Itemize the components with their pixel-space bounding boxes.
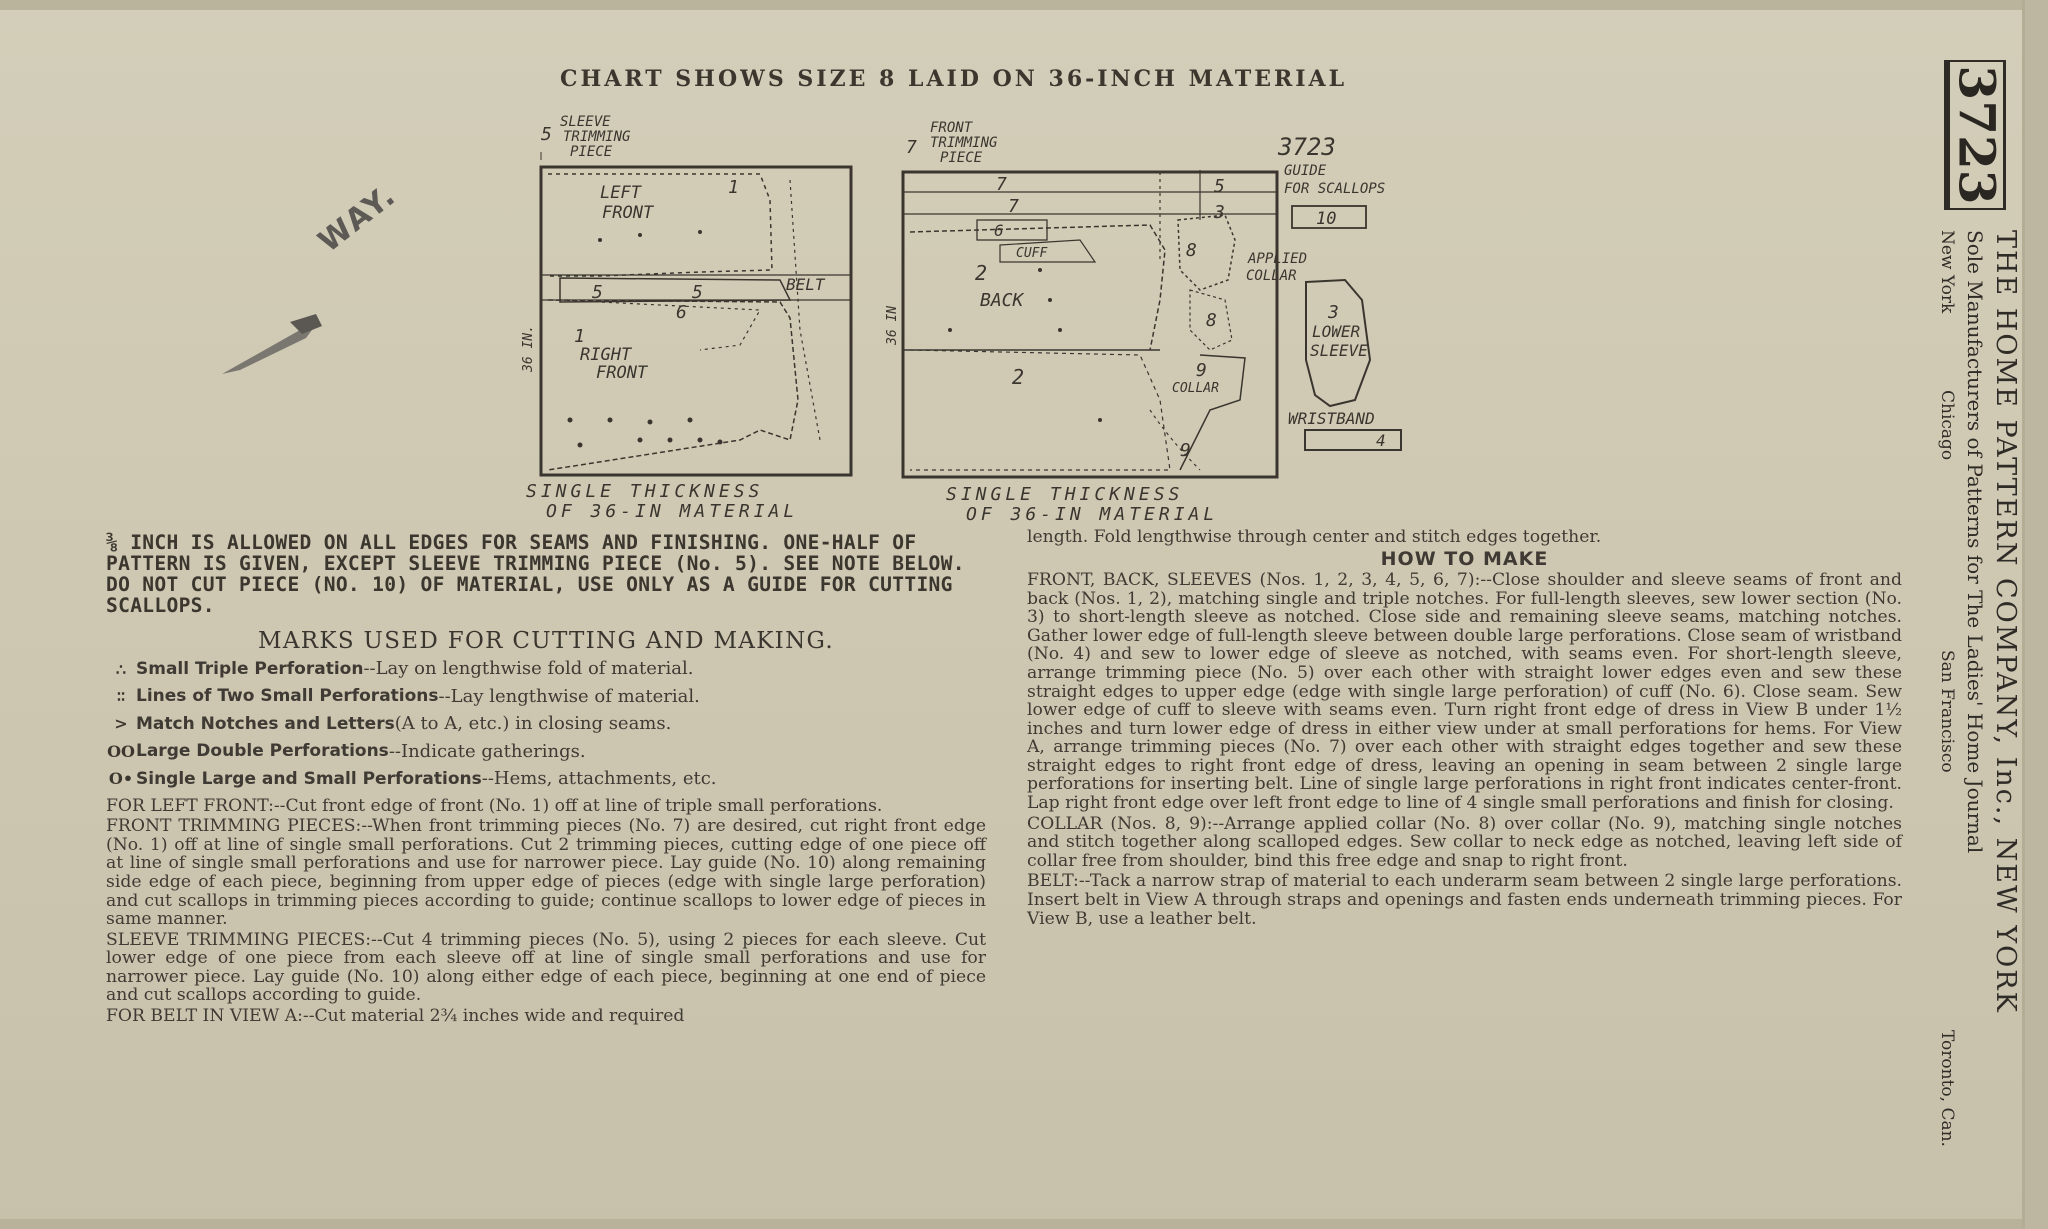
mark-row: [106, 714, 986, 733]
belt-instructions: FOR BELT IN VIEW A:--Cut material 2¾ inches wide and required: [106, 1006, 685, 1026]
front-trimming-instructions: FRONT TRIMMING PIECES:--When front trimming pieces (No. 7) are desired, cut right front edge (No. 1) off at line of single small perforations. Cut 2 trimming pieces, cutting edge of one piece off at line of single small perforations and use for narrower piece. Lay guide (No. 10) along remaining side edge of each piece, beginning from upper edge of pieces (edge with single large perforation) and cut scallops in trimming pieces according to guide; continue scallops to lower edge of pieces in same manner.: [106, 816, 986, 930]
piece-8a-number: 8: [1186, 240, 1197, 261]
cities-line: [1927, 230, 1957, 1190]
applied-collar-label-2: COLLAR: [1246, 268, 1297, 284]
piece-5-number: 5: [592, 282, 603, 303]
sleeve-trim-label-3: PIECE: [570, 144, 613, 160]
right-front-label-2: FRONT: [596, 363, 648, 383]
piece-2b-number: 2: [1012, 365, 1025, 389]
wristband-piece: [1305, 430, 1401, 450]
front-back-sleeves-instructions: FRONT, BACK, SLEEVES (Nos. 1, 2, 3, 4, 5, 6, 7):--Close shoulder and sleeve seams of front and back (Nos. 1, 2), matching single and triple notches. For full-length sleeves, sew lower section (No. 3) to short-length sleeve as notched. Close side and remaining sleeve seams, matching notches. Gather lower edge of full-length sleeve between double large perforations. Close seam of wristband (No. 4) and sew to lower edge of sleeve as notched, with seams even. For short-length sleeve, arrange trimming piece (No. 5) over each other with straight lower edges even and sew these straight edges to upper edge (edge with single large perforation) of cuff (No. 6). Close seam. Sew lower edge of cuff to sleeve with seams even. Turn right front edge of dress in View B under 1½ inches and turn lower edge of dress in either view under at small perforations for hems. For View A, arrange trimming pieces (No. 7) over each other with straight edges together and sew these straight edges to right front edge of dress, leaving an opening in seam between 2 single large perforations for inserting belt. Line of single large perforations in right front indicates center-front. Lap right front edge over left front edge to line of 4 single small perforations and finish for closing.: [1027, 570, 1902, 814]
left-layout-labels: [521, 114, 826, 522]
city-toronto: Toronto, Can.: [1937, 1030, 1957, 1147]
applied-collar-label-1: APPLIED: [1248, 251, 1308, 267]
notch-icon: >: [114, 714, 128, 734]
right-caption-1: SINGLE THICKNESS: [946, 484, 1184, 505]
left-caption-2: OF 36-IN MATERIAL: [546, 501, 799, 522]
mark-name: Large Double Perforations: [136, 741, 389, 762]
mark-desc: --Lay on lengthwise fold of material.: [363, 658, 694, 680]
mark-name: Match Notches and Letters: [136, 713, 395, 734]
piece-9a-number: 9: [1196, 360, 1207, 381]
publisher-block-rotated: [1925, 230, 2021, 1190]
mark-row: [106, 742, 986, 761]
left-front-label-1: LEFT: [600, 183, 641, 203]
left-caption-1: SINGLE THICKNESS: [526, 481, 764, 502]
wristband-label: WRISTBAND: [1288, 409, 1375, 428]
large-double-perforation-icon: OO: [107, 741, 135, 761]
sole-manufacturers-line: Sole Manufacturers of Patterns for The Ladies' Home Journal: [1963, 230, 1987, 854]
sleeve-trimming-instructions: SLEEVE TRIMMING PIECES:--Cut 4 trimming pieces (No. 5), using 2 pieces for each sleeve. Cut lower edge of one piece from each sleeve off at line of single small perforations and use for narrower piece. Lay guide (No. 10) along either edge of each piece, beginning at one end of piece and cut scallops according to guide.: [106, 929, 986, 1006]
front-trim-label-3: PIECE: [940, 150, 983, 166]
left-width-label: 36 IN.: [521, 325, 536, 372]
large-small-perforation-icon: O•: [108, 769, 134, 789]
back-label: BACK: [980, 290, 1024, 311]
lower-sleeve-number: 3: [1328, 302, 1339, 323]
how-to-make-title: HOW TO MAKE: [1380, 547, 1549, 570]
lower-sleeve-label-2: SLEEVE: [1310, 341, 1368, 360]
right-layout-labels: [885, 120, 1386, 525]
cuff-label: CUFF: [1016, 246, 1048, 261]
mark-row: [106, 659, 986, 678]
mark-row: [106, 769, 986, 788]
mark-desc: --Indicate gatherings.: [388, 740, 586, 762]
mark-desc: (A to A, etc.) in closing seams.: [394, 713, 672, 735]
city-chicago: Chicago: [1937, 390, 1957, 461]
piece-5-right-number: 5: [1214, 176, 1225, 197]
mark-name: Single Large and Small Perforations: [136, 768, 482, 789]
left-front-label-2: FRONT: [602, 203, 654, 223]
triple-perforation-icon: ∴: [115, 659, 127, 679]
marks-list: [106, 659, 986, 788]
right-column: [1027, 528, 1902, 930]
city-san-francisco: San Francisco: [1937, 650, 1957, 773]
mark-desc: --Hems, attachments, etc.: [481, 768, 717, 790]
wristband-number: 4: [1376, 431, 1386, 450]
guide-label-2: FOR SCALLOPS: [1284, 181, 1386, 197]
left-column: [106, 532, 986, 1028]
left-front-number: 1: [728, 177, 739, 198]
piece-9b-number: 9: [1180, 440, 1191, 461]
chart-title: CHART SHOWS SIZE 8 LAID ON 36-INCH MATERIAL: [560, 66, 1348, 92]
marks-title: MARKS USED FOR CUTTING AND MAKING.: [258, 627, 834, 654]
front-trim-label-2: TRIMMING: [930, 135, 998, 151]
piece-7b-number: 7: [1008, 196, 1019, 217]
belt-label: BELT: [786, 275, 825, 294]
seam-allowance-note: ⅜ INCH IS ALLOWED ON ALL EDGES FOR SEAMS AND FINISHING. ONE-HALF OF PATTERN IS GIVEN, EXCEPT SLEEVE TRIMMING PIECE (No. 5). SEE NOTE BELOW. DO NOT CUT PIECE (NO. 10) OF MATERIAL, USE ONLY AS A GUIDE FOR CUTTING SCALLOPS.: [106, 531, 965, 618]
front-trim-number: 7: [906, 137, 917, 158]
left-layout: [541, 152, 851, 475]
right-width-label: 36 IN: [885, 305, 900, 345]
pointing-hand-icon: [222, 314, 322, 374]
company-name: THE HOME PATTERN COMPANY, Inc., NEW YORK: [1990, 230, 2021, 1014]
pattern-number-box: [1944, 60, 2006, 210]
mark-row: [106, 687, 986, 706]
way-stamp: WAY.: [312, 177, 404, 260]
left-front-instructions: FOR LEFT FRONT:--Cut front edge of front (No. 1) off at line of triple small perforations.: [106, 795, 883, 816]
piece-5b-number: 5: [692, 282, 703, 303]
double-perforation-icon: ∶∶: [116, 686, 126, 706]
belt-instructions-continued: length. Fold lengthwise through center and stitch edges together.: [1027, 527, 1602, 547]
sleeve-trim-label-2: TRIMMING: [563, 129, 631, 145]
piece-6-right-number: 6: [994, 221, 1004, 240]
lower-sleeve-label-1: LOWER: [1312, 322, 1361, 341]
guide-number: 10: [1316, 209, 1337, 229]
left-material-rect: [541, 167, 851, 475]
diagram-pattern-number: 3723: [1278, 133, 1336, 161]
sleeve-trim-number: 5: [541, 124, 552, 145]
sleeve-trim-label-1: SLEEVE: [560, 114, 611, 130]
publisher-block: [1925, 230, 2021, 1190]
piece-3-upper-number: 3: [1214, 202, 1225, 223]
belt-making-instructions: BELT:--Tack a narrow strap of material to each underarm seam between 2 single large perforations. Insert belt in View A through straps and openings and fasten ends underneath trimming pieces. For View B, use a leather belt.: [1027, 871, 1902, 929]
front-trim-label-1: FRONT: [930, 120, 973, 136]
right-front-number: 1: [574, 326, 585, 347]
right-front-label-1: RIGHT: [580, 345, 632, 365]
guide-label-1: GUIDE: [1284, 163, 1327, 179]
mark-name: Lines of Two Small Perforations: [136, 686, 439, 707]
piece-8b-number: 8: [1206, 310, 1217, 331]
mark-desc: --Lay lengthwise of material.: [438, 685, 700, 707]
collar-instructions: COLLAR (Nos. 8, 9):--Arrange applied collar (No. 8) over collar (No. 9), matching single notches and stitch together along scalloped edges. Sew collar to neck edge as notched, leaving left side of collar free from shoulder, bind this free edge and snap to right front.: [1027, 813, 1902, 871]
mark-name: Small Triple Perforation: [136, 658, 364, 679]
pattern-number: 3723: [1947, 65, 2006, 205]
city-new-york: New York: [1937, 230, 1957, 314]
piece-7a-number: 7: [996, 174, 1007, 195]
right-caption-2: OF 36-IN MATERIAL: [966, 504, 1219, 525]
collar-label: COLLAR: [1172, 381, 1219, 396]
piece-2a-number: 2: [975, 261, 988, 285]
piece-6-number: 6: [676, 302, 687, 323]
